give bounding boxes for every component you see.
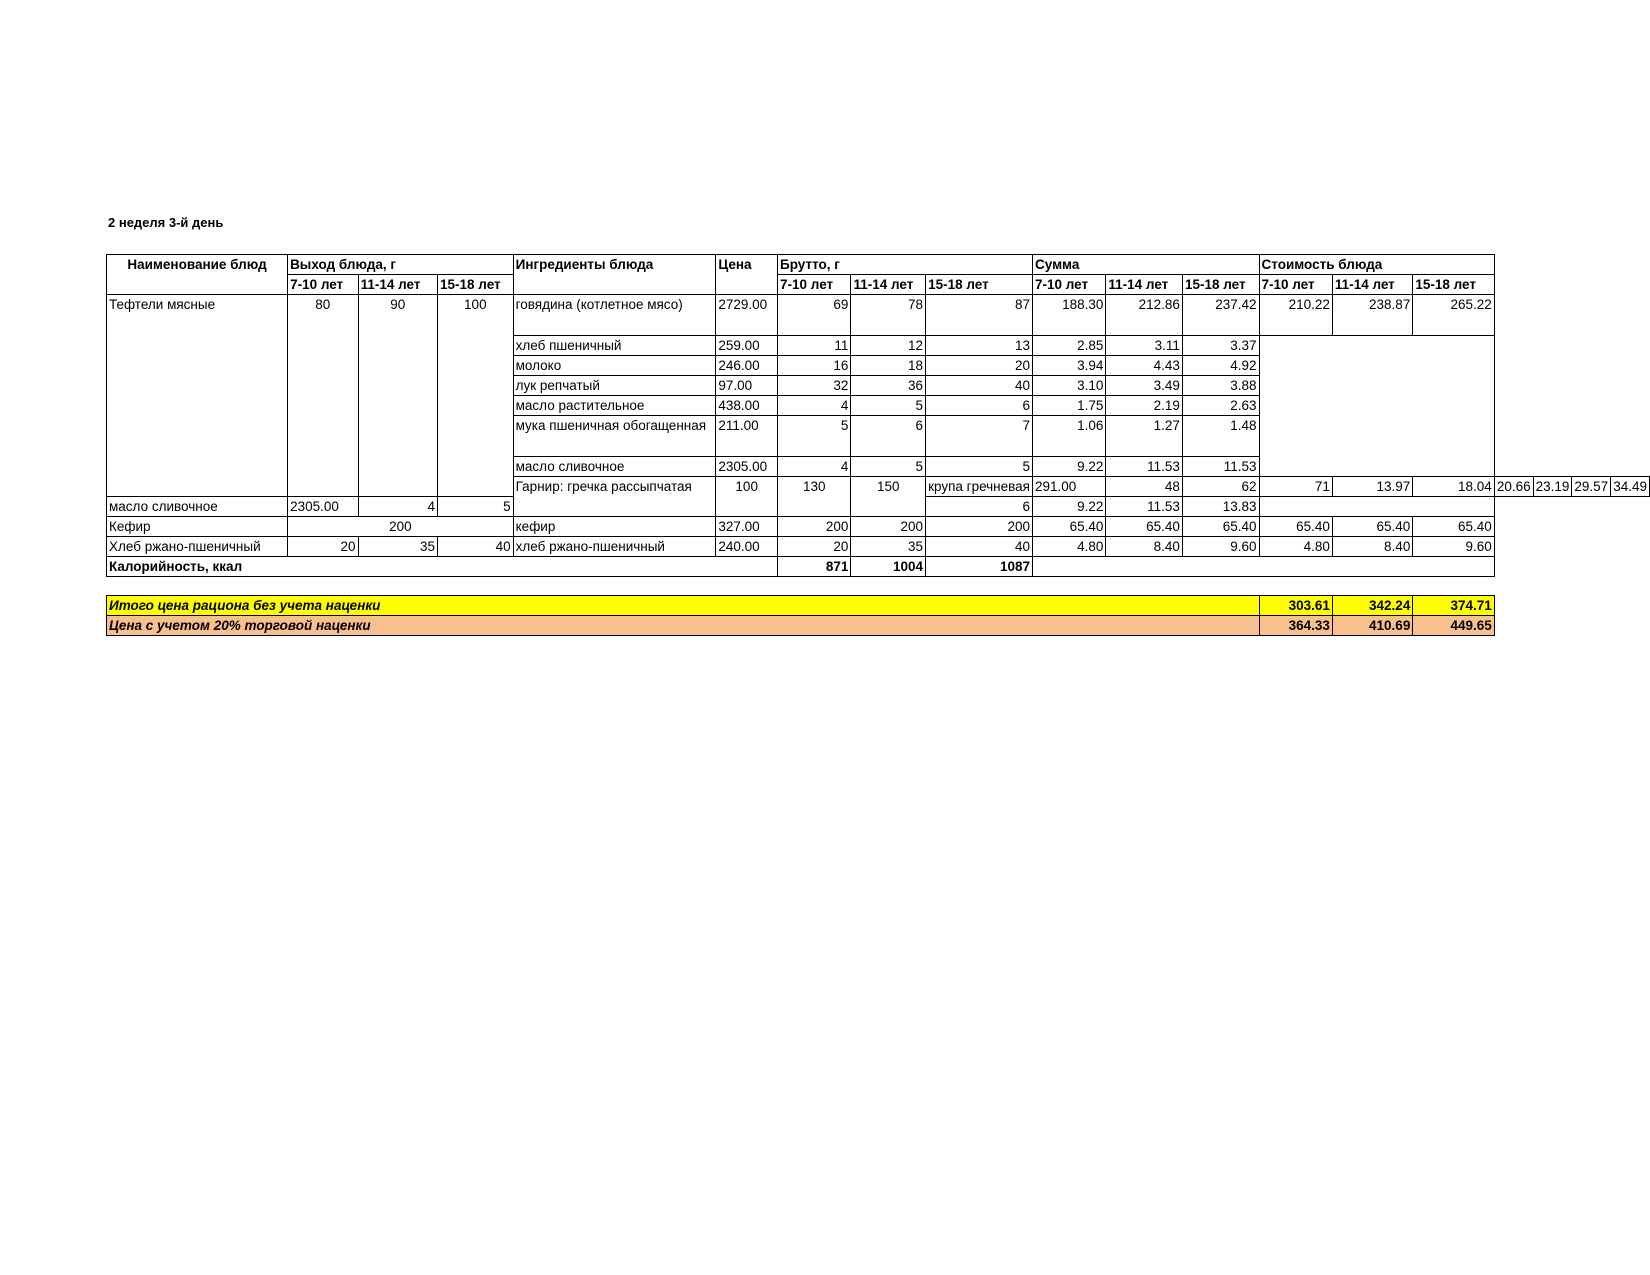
total-markup-value: 364.33 (1259, 616, 1332, 636)
sum-value: 13.83 (1182, 497, 1259, 517)
sum-value: 2.63 (1182, 396, 1259, 416)
gross-value: 20 (778, 537, 851, 557)
calories-value: 871 (778, 557, 851, 577)
yield-value: 20 (288, 537, 359, 557)
ingredient-name: лук репчатый (513, 376, 716, 396)
header-age: 15-18 лет (438, 275, 514, 295)
yield-value: 100 (438, 295, 514, 497)
ingredient-name: говядина (котлетное мясо) (513, 295, 716, 336)
ingredient-name: хлеб пшеничный (513, 336, 716, 356)
gross-value: 200 (926, 517, 1033, 537)
yield-value: 200 (288, 517, 514, 537)
menu-table (106, 254, 1650, 636)
header-age: 11-14 лет (1332, 275, 1412, 295)
ingredient-name: хлеб ржано-пшеничный (513, 537, 716, 557)
gross-value: 5 (926, 457, 1033, 477)
gross-value: 69 (778, 295, 851, 336)
table-row (107, 295, 1650, 336)
ingredient-price: 2305.00 (716, 457, 778, 477)
gross-value: 40 (926, 537, 1033, 557)
sum-value: 3.10 (1032, 376, 1105, 396)
empty-calories-cell (1032, 557, 1494, 577)
ingredient-name: крупа гречневая (926, 477, 1033, 497)
gross-value: 32 (778, 376, 851, 396)
header-age: 7-10 лет (1259, 275, 1332, 295)
header-price: Цена (716, 255, 778, 295)
ingredient-price: 438.00 (716, 396, 778, 416)
sum-value: 3.11 (1106, 336, 1183, 356)
total-markup-value: 449.65 (1413, 616, 1494, 636)
total-markup-label: Цена с учетом 20% торговой наценки (107, 616, 1260, 636)
sum-value: 11.53 (1182, 457, 1259, 477)
gross-value: 5 (438, 497, 514, 517)
sum-value: 65.40 (1032, 517, 1105, 537)
total-value: 374.71 (1413, 596, 1494, 616)
cost-value: 65.40 (1259, 517, 1332, 537)
ingredient-name: масло сливочное (107, 497, 288, 517)
yield-value: 150 (851, 477, 926, 517)
sum-value: 11.53 (1106, 457, 1183, 477)
cost-value: 65.40 (1332, 517, 1412, 537)
sum-value: 8.40 (1106, 537, 1183, 557)
ingredient-price: 246.00 (716, 356, 778, 376)
cost-value: 4.80 (1259, 537, 1332, 557)
gross-value: 20 (926, 356, 1033, 376)
ingredient-price: 327.00 (716, 517, 778, 537)
cost-value: 238.87 (1332, 295, 1412, 336)
calories-label: Калорийность, ккал (107, 557, 778, 577)
sum-value: 1.48 (1182, 416, 1259, 457)
gross-value: 4 (778, 396, 851, 416)
gross-value: 5 (778, 416, 851, 457)
yield-value: 35 (358, 537, 437, 557)
sum-value: 188.30 (1032, 295, 1105, 336)
ingredient-price: 2729.00 (716, 295, 778, 336)
gross-value: 62 (1182, 477, 1259, 497)
table-row (107, 537, 1650, 557)
dish-name: Хлеб ржано-пшеничный (107, 537, 288, 557)
sum-value: 3.88 (1182, 376, 1259, 396)
header-age: 15-18 лет (1413, 275, 1494, 295)
sum-value: 4.43 (1106, 356, 1183, 376)
sum-value: 65.40 (1182, 517, 1259, 537)
cost-value: 210.22 (1259, 295, 1332, 336)
cost-value: 34.49 (1611, 477, 1650, 497)
header-age: 7-10 лет (1032, 275, 1105, 295)
gross-value: 6 (851, 416, 926, 457)
cost-value: 23.19 (1533, 477, 1572, 497)
sum-value: 9.22 (1032, 457, 1105, 477)
gross-value: 48 (1106, 477, 1183, 497)
header-age: 15-18 лет (926, 275, 1033, 295)
ingredient-price: 291.00 (1032, 477, 1105, 497)
dish-name: Тефтели мясные (107, 295, 288, 497)
gross-value: 87 (926, 295, 1033, 336)
ingredient-name: молоко (513, 356, 716, 376)
sum-value: 65.40 (1106, 517, 1183, 537)
gross-value: 40 (926, 376, 1033, 396)
gross-value: 11 (778, 336, 851, 356)
sum-value: 9.22 (1032, 497, 1105, 517)
header-age: 7-10 лет (778, 275, 851, 295)
header-dish: Наименование блюд (107, 255, 288, 295)
ingredient-name: кефир (513, 517, 716, 537)
header-subrow (107, 275, 1650, 295)
sum-value: 237.42 (1182, 295, 1259, 336)
empty-cost-area (1259, 336, 1494, 477)
total-label: Итого цена рациона без учета наценки (107, 596, 1260, 616)
header-age: 15-18 лет (1182, 275, 1259, 295)
cost-value: 8.40 (1332, 537, 1412, 557)
gross-value: 12 (851, 336, 926, 356)
ingredient-name: мука пшеничная обогащенная (513, 416, 716, 457)
gross-value: 78 (851, 295, 926, 336)
calories-value: 1087 (926, 557, 1033, 577)
sum-value: 3.94 (1032, 356, 1105, 376)
header-ingredients: Ингредиенты блюда (513, 255, 716, 295)
sum-value: 1.27 (1106, 416, 1183, 457)
sum-value: 1.06 (1032, 416, 1105, 457)
sum-value: 13.97 (1332, 477, 1412, 497)
sum-value: 9.60 (1182, 537, 1259, 557)
ingredient-price: 97.00 (716, 376, 778, 396)
sum-value: 2.85 (1032, 336, 1105, 356)
page-title: 2 неделя 3-й день (108, 215, 224, 230)
gross-value: 200 (851, 517, 926, 537)
ingredient-price: 240.00 (716, 537, 778, 557)
gross-value: 200 (778, 517, 851, 537)
sum-value: 4.92 (1182, 356, 1259, 376)
header-yield: Выход блюда, г (288, 255, 514, 275)
header-age: 11-14 лет (851, 275, 926, 295)
ingredient-name: масло растительное (513, 396, 716, 416)
cost-value: 265.22 (1413, 295, 1494, 336)
dish-name: Гарнир: гречка рассыпчатая (513, 477, 716, 517)
total-markup-row (107, 616, 1650, 636)
sum-value: 4.80 (1032, 537, 1105, 557)
total-value: 342.24 (1332, 596, 1412, 616)
total-row (107, 596, 1650, 616)
header-gross: Брутто, г (778, 255, 1033, 275)
sum-value: 2.19 (1106, 396, 1183, 416)
table-row (107, 517, 1650, 537)
sum-value: 3.49 (1106, 376, 1183, 396)
sum-value: 18.04 (1413, 477, 1494, 497)
ingredient-price: 2305.00 (288, 497, 359, 517)
sum-value: 212.86 (1106, 295, 1183, 336)
header-row (107, 255, 1650, 275)
gross-value: 36 (851, 376, 926, 396)
header-age: 7-10 лет (288, 275, 359, 295)
ingredient-price: 211.00 (716, 416, 778, 457)
gross-value: 6 (926, 396, 1033, 416)
gross-value: 4 (778, 457, 851, 477)
gross-value: 5 (851, 457, 926, 477)
gross-value: 35 (851, 537, 926, 557)
gross-value: 7 (926, 416, 1033, 457)
gross-value: 13 (926, 336, 1033, 356)
gross-value: 5 (851, 396, 926, 416)
sum-value: 1.75 (1032, 396, 1105, 416)
header-age: 11-14 лет (1106, 275, 1183, 295)
yield-value: 100 (716, 477, 778, 517)
cost-value: 29.57 (1572, 477, 1611, 497)
header-age: 11-14 лет (358, 275, 437, 295)
cost-value: 65.40 (1413, 517, 1494, 537)
ingredient-name: масло сливочное (513, 457, 716, 477)
header-cost: Стоимость блюда (1259, 255, 1494, 275)
dish-name: Кефир (107, 517, 288, 537)
sum-value: 11.53 (1106, 497, 1183, 517)
calories-row (107, 557, 1650, 577)
yield-value: 90 (358, 295, 437, 497)
sum-value: 20.66 (1494, 477, 1533, 497)
gross-value: 71 (1259, 477, 1332, 497)
yield-value: 40 (438, 537, 514, 557)
gross-value: 4 (358, 497, 437, 517)
sum-value: 3.37 (1182, 336, 1259, 356)
calories-value: 1004 (851, 557, 926, 577)
empty-cost-cell (1259, 497, 1494, 517)
spacer-row (107, 577, 1650, 596)
ingredient-price: 259.00 (716, 336, 778, 356)
cost-value: 9.60 (1413, 537, 1494, 557)
yield-value: 130 (778, 477, 851, 517)
total-markup-value: 410.69 (1332, 616, 1412, 636)
yield-value: 80 (288, 295, 359, 497)
total-value: 303.61 (1259, 596, 1332, 616)
gross-value: 18 (851, 356, 926, 376)
gross-value: 6 (926, 497, 1033, 517)
header-sum: Сумма (1032, 255, 1259, 275)
spacer (107, 577, 1495, 596)
gross-value: 16 (778, 356, 851, 376)
